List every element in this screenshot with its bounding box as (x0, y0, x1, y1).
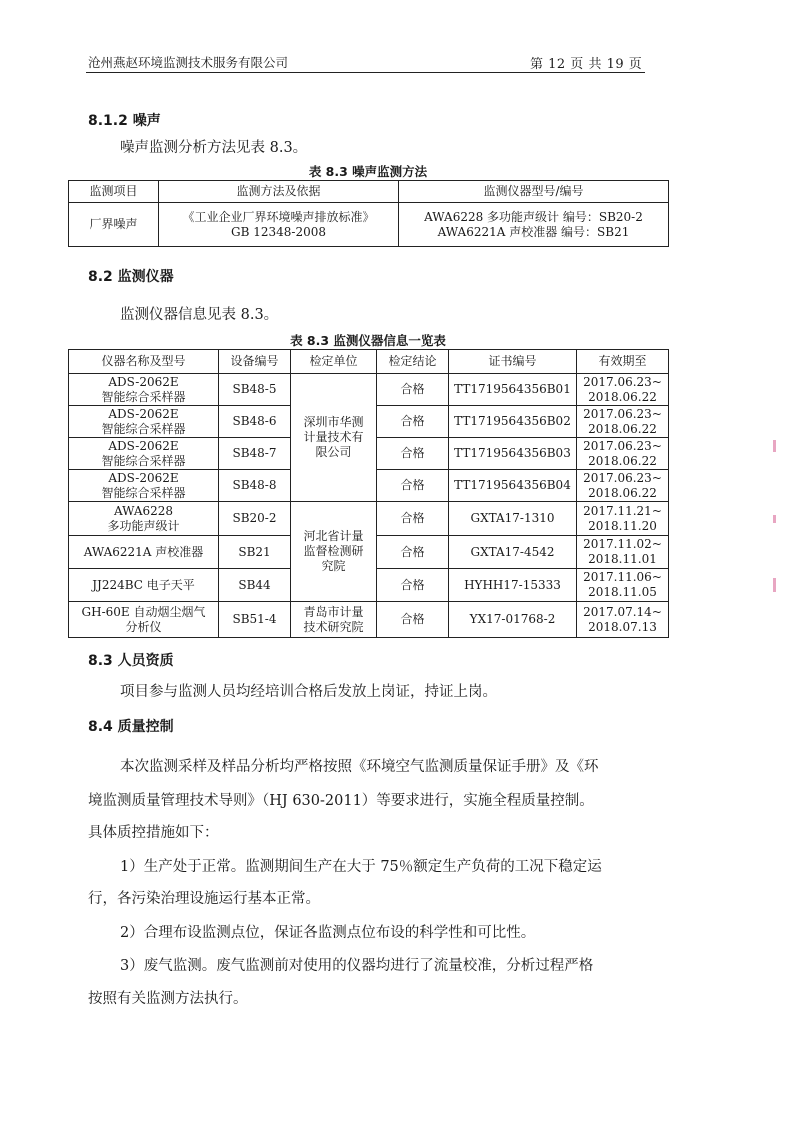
valid-line-1: 2017.06.23~ (583, 438, 662, 453)
name-line-1: GH-60E 自动烟尘烟气 (81, 604, 206, 619)
header-page-info: 第 12 页 共 19 页 (530, 57, 643, 72)
cell-valid (577, 502, 669, 536)
para-line: 按照有关监测方法执行。 (88, 991, 248, 1007)
col-header-item: 监测项目 (69, 181, 159, 203)
cell-valid (577, 536, 669, 569)
valid-line-1: 2017.11.06~ (583, 570, 662, 584)
instrument-table (68, 349, 669, 638)
header-company: 沧州燕赵环境监测技术服务有限公司 (88, 55, 289, 70)
method-line-1: 《工业企业厂界环境噪声排放标准》 (182, 209, 375, 224)
unit-line: 限公司 (315, 445, 352, 459)
cell-name (69, 502, 219, 536)
section-8-3-text: 项目参与监测人员均经培训合格后发放上岗证，持证上岗。 (120, 684, 497, 700)
name-line-2: 智能综合采样器 (101, 421, 186, 436)
name-line-2: 多功能声级计 (107, 518, 180, 533)
instrument-line-1: AWA6228 多功能声级计 编号：SB20-2 (424, 209, 643, 224)
para-line: 行，各污染治理设施运行基本正常。 (88, 891, 320, 907)
table-caption-noise: 表 8.3 噪声监测方法 (308, 164, 428, 179)
table-header-row (69, 181, 669, 203)
section-8-2-intro: 监测仪器信息见表 8.3。 (120, 307, 279, 323)
cell-cert: GXTA17-4542 (449, 536, 577, 569)
section-heading-8-3: 8.3 人员资质 (88, 653, 174, 669)
valid-line-2: 2018.06.22 (588, 453, 657, 468)
cell-cert: TT1719564356B03 (449, 438, 577, 470)
cell-id: SB48-7 (219, 438, 291, 470)
para-line: 境监测质量管理技术导则》（HJ 630-2011）等要求进行，实施全程质量控制。 (88, 793, 594, 809)
unit-line: 河北省计量 (303, 529, 364, 543)
cell-name (69, 569, 219, 602)
noise-method-table (68, 180, 669, 247)
cell-name (69, 470, 219, 502)
valid-line-2: 2018.06.22 (588, 485, 657, 500)
cell-id: SB48-6 (219, 406, 291, 438)
valid-line-2: 2018.06.22 (588, 421, 657, 436)
col-header-result: 检定结论 (377, 350, 449, 374)
table-row (69, 602, 669, 638)
name-line-2: 智能综合采样器 (101, 485, 186, 500)
para-line: 具体质控措施如下： (88, 825, 219, 841)
valid-line-1: 2017.06.23~ (583, 470, 662, 485)
cell-id: SB20-2 (219, 502, 291, 536)
section-heading-8-2: 8.2 监测仪器 (88, 269, 174, 285)
valid-line-2: 2018.11.20 (588, 518, 657, 533)
cell-result: 合格 (377, 569, 449, 602)
name-line-1: JJ224BC 电子天平 (92, 577, 195, 592)
name-line-1: ADS-2062E (108, 438, 179, 453)
cell-name (69, 406, 219, 438)
method-line-2: GB 12348-2008 (231, 224, 326, 239)
cell-result: 合格 (377, 536, 449, 569)
cell-result: 合格 (377, 602, 449, 638)
cell-result: 合格 (377, 502, 449, 536)
cell-result: 合格 (377, 374, 449, 406)
table-row (69, 502, 669, 536)
cell-cert: TT1719564356B04 (449, 470, 577, 502)
unit-line: 究院 (321, 559, 346, 573)
valid-line-1: 2017.06.23~ (583, 406, 662, 421)
header-rule (86, 72, 645, 73)
name-line-2: 智能综合采样器 (101, 389, 186, 404)
cell-method (159, 203, 399, 247)
cell-result: 合格 (377, 438, 449, 470)
cell-cert: TT1719564356B01 (449, 374, 577, 406)
col-header-unit: 检定单位 (291, 350, 377, 374)
cell-id: SB48-5 (219, 374, 291, 406)
col-header-id: 设备编号 (219, 350, 291, 374)
unit-line: 深圳市华测 (303, 415, 364, 429)
cell-cert: HYHH17-15333 (449, 569, 577, 602)
section-heading-8-1-2: 8.1.2 噪声 (88, 113, 161, 129)
col-header-cert: 证书编号 (449, 350, 577, 374)
name-line-1: AWA6228 (113, 503, 174, 518)
cell-id: SB51-4 (219, 602, 291, 638)
table-row (69, 203, 669, 247)
valid-line-1: 2017.11.02~ (583, 537, 662, 551)
unit-line: 青岛市计量 (303, 604, 364, 619)
section-heading-8-4: 8.4 质量控制 (88, 719, 174, 735)
table-caption-instruments: 表 8.3 监测仪器信息一览表 (290, 333, 446, 348)
col-header-instrument: 监测仪器型号/编号 (399, 181, 669, 203)
cell-cert: TT1719564356B02 (449, 406, 577, 438)
table-header-row (69, 350, 669, 374)
cell-result: 合格 (377, 470, 449, 502)
cell-unit-qingdao (291, 602, 377, 638)
cell-valid (577, 569, 669, 602)
cell-valid (577, 438, 669, 470)
scan-mark (773, 515, 776, 523)
cell-unit-shenzhen (291, 374, 377, 502)
cell-valid (577, 406, 669, 438)
cell-name (69, 602, 219, 638)
name-line-1: ADS-2062E (108, 470, 179, 485)
cell-id: SB44 (219, 569, 291, 602)
para-line: 1）生产处于正常。监测期间生产在大于 75％额定生产负荷的工况下稳定运 (120, 859, 602, 875)
para-line: 2）合理布设监测点位，保证各监测点位布设的科学性和可比性。 (120, 925, 536, 941)
name-line-2: 智能综合采样器 (101, 453, 186, 468)
cell-id: SB21 (219, 536, 291, 569)
scan-mark (773, 440, 776, 452)
name-line-1: ADS-2062E (108, 374, 179, 389)
col-header-valid: 有效期至 (577, 350, 669, 374)
cell-name (69, 438, 219, 470)
unit-line: 技术研究院 (303, 619, 364, 634)
cell-cert: YX17-01768-2 (449, 602, 577, 638)
cell-valid (577, 470, 669, 502)
valid-line-2: 2018.11.05 (588, 585, 657, 599)
cell-name (69, 374, 219, 406)
valid-line-1: 2017.11.21~ (583, 503, 662, 518)
cell-id: SB48-8 (219, 470, 291, 502)
unit-line: 监督检测研 (303, 544, 364, 558)
scan-mark (773, 578, 776, 592)
valid-line-1: 2017.06.23~ (583, 374, 662, 389)
cell-name (69, 536, 219, 569)
col-header-name: 仪器名称及型号 (69, 350, 219, 374)
table-row (69, 374, 669, 406)
para-line: 3）废气监测。废气监测前对使用的仪器均进行了流量校准，分析过程严格 (120, 958, 594, 974)
cell-valid (577, 374, 669, 406)
cell-cert: GXTA17-1310 (449, 502, 577, 536)
para-line: 本次监测采样及样品分析均严格按照《环境空气监测质量保证手册》及《环 (120, 759, 599, 775)
valid-line-2: 2018.07.13 (588, 619, 657, 634)
cell-unit-hebei (291, 502, 377, 602)
cell-result: 合格 (377, 406, 449, 438)
name-line-2: 分析仪 (125, 619, 162, 634)
unit-line: 计量技术有 (303, 430, 364, 444)
section-8-1-2-intro: 噪声监测分析方法见表 8.3。 (120, 140, 308, 156)
cell-instrument (399, 203, 669, 247)
col-header-method: 监测方法及依据 (159, 181, 399, 203)
name-line-1: ADS-2062E (108, 406, 179, 421)
cell-item: 厂界噪声 (69, 203, 159, 247)
valid-line-1: 2017.07.14~ (583, 604, 662, 619)
instrument-line-2: AWA6221A 声校准器 编号：SB21 (437, 224, 630, 239)
cell-valid (577, 602, 669, 638)
name-line-1: AWA6221A 声校准器 (83, 544, 204, 559)
valid-line-2: 2018.11.01 (588, 552, 657, 566)
valid-line-2: 2018.06.22 (588, 389, 657, 404)
